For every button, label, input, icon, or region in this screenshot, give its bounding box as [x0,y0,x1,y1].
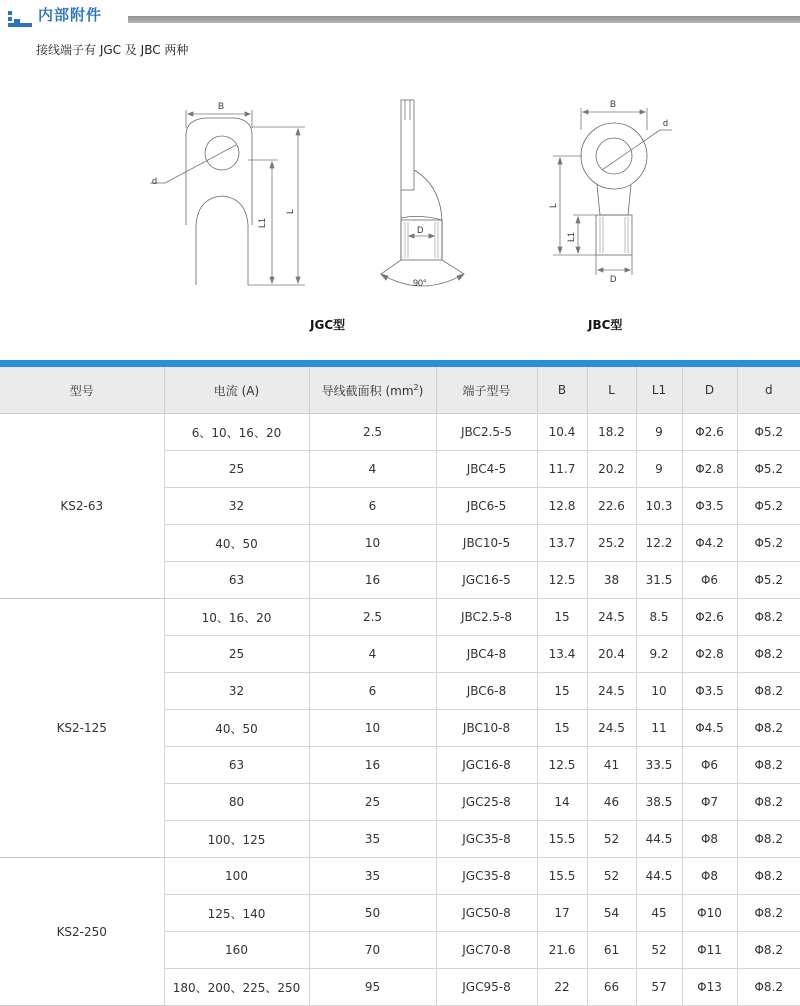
cell-section: 6 [309,673,436,710]
cell-d-upper: Φ6 [682,747,737,784]
col-header-d-lower: d [737,367,800,414]
cell-terminal: JBC10-8 [436,710,537,747]
cell-l: 52 [587,821,636,858]
cell-d-upper: Φ7 [682,784,737,821]
cell-d-lower: Φ8.2 [737,599,800,636]
model-cell: KS2-250 [0,858,164,1006]
cell-terminal: JBC2.5-5 [436,414,537,451]
cell-l1: 57 [636,969,682,1006]
cell-terminal: JGC35-8 [436,821,537,858]
cell-current: 40、50 [164,525,309,562]
cell-l1: 52 [636,932,682,969]
cell-current: 25 [164,451,309,488]
cell-l: 22.6 [587,488,636,525]
cell-section: 4 [309,636,436,673]
cell-l: 41 [587,747,636,784]
cell-l1: 8.5 [636,599,682,636]
cell-section: 95 [309,969,436,1006]
cell-d-lower: Φ8.2 [737,636,800,673]
col-header-l: L [587,367,636,414]
col-header-section-sup: 2 [413,382,419,392]
cell-b: 15 [537,673,587,710]
cell-terminal: JGC95-8 [436,969,537,1006]
jbc-front-view [553,108,672,275]
cell-l1: 44.5 [636,858,682,895]
terminal-drawings [0,90,800,350]
cell-terminal: JBC10-5 [436,525,537,562]
cell-l: 24.5 [587,673,636,710]
cell-d-upper: Φ4.5 [682,710,737,747]
jgc-side-view [381,100,464,286]
model-cell: KS2-63 [0,414,164,599]
cell-current: 100 [164,858,309,895]
cell-l: 66 [587,969,636,1006]
cell-d-lower: Φ8.2 [737,673,800,710]
cell-b: 13.7 [537,525,587,562]
cell-l1: 38.5 [636,784,682,821]
cell-b: 11.7 [537,451,587,488]
cell-l1: 10.3 [636,488,682,525]
col-header-b: B [537,367,587,414]
cell-terminal: JGC16-5 [436,562,537,599]
cell-d-upper: Φ8 [682,821,737,858]
table-row [0,599,800,636]
cell-l1: 31.5 [636,562,682,599]
cell-d-lower: Φ8.2 [737,784,800,821]
cell-d-lower: Φ5.2 [737,488,800,525]
cell-terminal: JBC4-5 [436,451,537,488]
jgc-label-l1: L1 [257,217,267,228]
cell-section: 16 [309,562,436,599]
cell-l1: 11 [636,710,682,747]
cell-terminal: JGC50-8 [436,895,537,932]
section-bullet-icon [8,11,32,27]
cell-l1: 9.2 [636,636,682,673]
cell-current: 160 [164,932,309,969]
cell-current: 25 [164,636,309,673]
jgc-label-d: d [152,176,158,186]
cell-d-upper: Φ3.5 [682,488,737,525]
cell-terminal: JBC6-5 [436,488,537,525]
cell-current: 100、125 [164,821,309,858]
cell-d-upper: Φ2.6 [682,414,737,451]
cell-current: 6、10、16、20 [164,414,309,451]
table-body [0,414,800,1006]
cell-d-lower: Φ5.2 [737,562,800,599]
cell-current: 10、16、20 [164,599,309,636]
cell-l: 52 [587,858,636,895]
cell-terminal: JGC25-8 [436,784,537,821]
cell-b: 15 [537,599,587,636]
cell-d-lower: Φ5.2 [737,525,800,562]
spec-table-container [0,360,800,1006]
cell-d-upper: Φ8 [682,858,737,895]
cell-d-upper: Φ6 [682,562,737,599]
cell-d-lower: Φ8.2 [737,858,800,895]
cell-current: 32 [164,488,309,525]
cell-b: 17 [537,895,587,932]
cell-b: 12.5 [537,562,587,599]
cell-d-upper: Φ3.5 [682,673,737,710]
cell-d-lower: Φ8.2 [737,932,800,969]
cell-terminal: JBC4-8 [436,636,537,673]
col-header-l1: L1 [636,367,682,414]
cell-l1: 45 [636,895,682,932]
cell-b: 14 [537,784,587,821]
caption-jgc: JGC型 [310,318,346,332]
cell-section: 25 [309,784,436,821]
cell-l: 20.2 [587,451,636,488]
cell-d-upper: Φ2.8 [682,451,737,488]
cell-section: 2.5 [309,599,436,636]
intro-text: 接线端子有 JGC 及 JBC 两种 [36,43,189,57]
cell-section: 70 [309,932,436,969]
jbc-label-l: L [548,202,558,208]
jbc-label-b: B [610,99,617,109]
jgc-label-b: B [218,101,225,111]
col-header-d-upper: D [682,367,737,414]
cell-current: 125、140 [164,895,309,932]
cell-current: 32 [164,673,309,710]
table-row [0,858,800,895]
cell-section: 10 [309,525,436,562]
cell-b: 13.4 [537,636,587,673]
cell-current: 180、200、225、250 [164,969,309,1006]
cell-current: 63 [164,562,309,599]
model-cell: KS2-125 [0,599,164,858]
cell-section: 35 [309,821,436,858]
cell-b: 12.8 [537,488,587,525]
cell-l1: 12.2 [636,525,682,562]
cell-l: 18.2 [587,414,636,451]
cell-section: 4 [309,451,436,488]
cell-d-upper: Φ2.8 [682,636,737,673]
cell-l: 24.5 [587,599,636,636]
cell-d-lower: Φ5.2 [737,451,800,488]
jbc-label-d: d [663,118,669,128]
cell-l1: 9 [636,414,682,451]
table-header-row [0,367,800,414]
cell-l: 24.5 [587,710,636,747]
cell-b: 15.5 [537,821,587,858]
cell-l1: 33.5 [636,747,682,784]
cell-terminal: JBC6-8 [436,673,537,710]
cell-current: 40、50 [164,710,309,747]
cell-d-lower: Φ8.2 [737,821,800,858]
caption-jbc: JBC型 [588,318,623,332]
cell-l: 25.2 [587,525,636,562]
cell-section: 6 [309,488,436,525]
cell-terminal: JGC70-8 [436,932,537,969]
cell-l: 38 [587,562,636,599]
cell-terminal: JBC2.5-8 [436,599,537,636]
cell-d-lower: Φ8.2 [737,969,800,1006]
col-header-section [309,367,436,414]
cell-section: 10 [309,710,436,747]
cell-b: 15.5 [537,858,587,895]
col-header-current: 电流 (A) [164,367,309,414]
col-header-model: 型号 [0,367,164,414]
jbc-label-diameter: D [610,274,617,284]
col-header-section-close: ) [418,383,424,398]
cell-b: 12.5 [537,747,587,784]
jgc-label-diameter: D [417,225,424,235]
cell-d-upper: Φ4.2 [682,525,737,562]
col-header-terminal: 端子型号 [436,367,537,414]
cell-l1: 9 [636,451,682,488]
cell-l: 61 [587,932,636,969]
jgc-label-angle: 90° [413,278,427,288]
cell-section: 50 [309,895,436,932]
cell-d-lower: Φ8.2 [737,895,800,932]
section-header [0,0,800,34]
cell-terminal: JGC16-8 [436,747,537,784]
jbc-label-l1: L1 [566,231,576,242]
cell-section: 16 [309,747,436,784]
cell-d-upper: Φ11 [682,932,737,969]
cell-d-upper: Φ13 [682,969,737,1006]
cell-l: 54 [587,895,636,932]
terminal-spec-table [0,367,800,1006]
cell-current: 80 [164,784,309,821]
cell-l1: 10 [636,673,682,710]
jgc-front-view [150,110,305,285]
col-header-section-text: 导线截面积 (mm [321,383,414,398]
cell-d-lower: Φ8.2 [737,710,800,747]
cell-section: 35 [309,858,436,895]
header-divider [128,16,800,23]
cell-b: 21.6 [537,932,587,969]
cell-section: 2.5 [309,414,436,451]
cell-b: 10.4 [537,414,587,451]
section-title: 内部附件 [38,6,103,24]
cell-b: 15 [537,710,587,747]
cell-l: 20.4 [587,636,636,673]
cell-d-upper: Φ2.6 [682,599,737,636]
cell-d-lower: Φ5.2 [737,414,800,451]
cell-l1: 44.5 [636,821,682,858]
jgc-label-l: L [285,208,295,214]
cell-current: 63 [164,747,309,784]
cell-d-lower: Φ8.2 [737,747,800,784]
cell-d-upper: Φ10 [682,895,737,932]
cell-b: 22 [537,969,587,1006]
table-row [0,414,800,451]
cell-l: 46 [587,784,636,821]
cell-terminal: JGC35-8 [436,858,537,895]
